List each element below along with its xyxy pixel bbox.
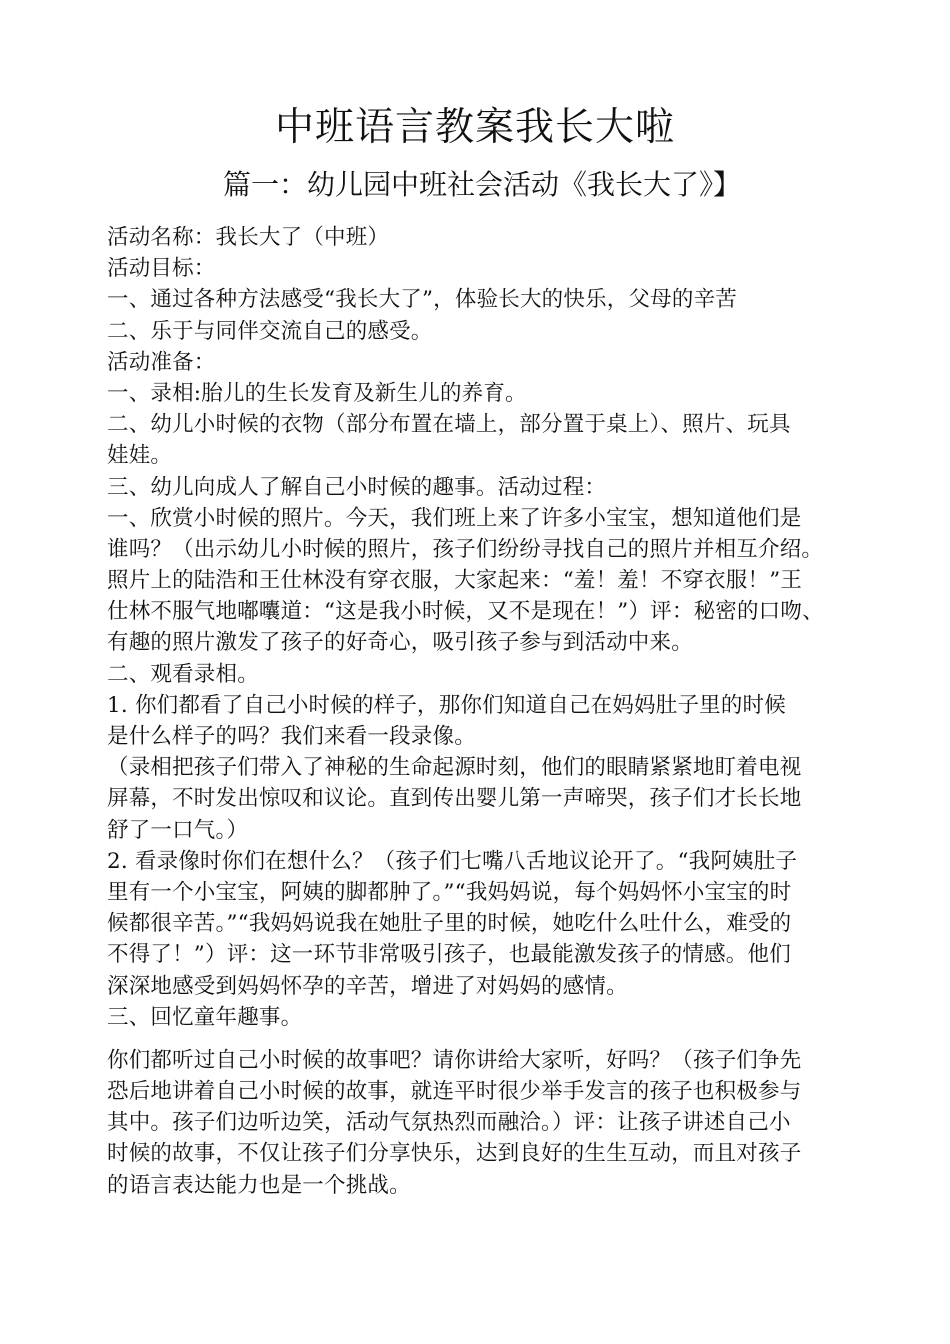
text-line: 你们都听过自己小时候的故事吧？请你讲给大家听，好吗？（孩子们争先 (107, 1047, 802, 1073)
text-line: 三、幼儿向成人了解自己小时候的趣事。活动过程： (107, 474, 607, 500)
text-line: 其中。孩子们边听边笑，活动气氛热烈而融洽。）评：让孩子讲述自己小 (107, 1110, 791, 1136)
text-line: 谁吗？（出示幼儿小时候的照片，孩子们纷纷寻找自己的照片并相互介绍。 (107, 536, 824, 562)
text-line: 深深地感受到妈妈怀孕的辛苦，增进了对妈妈的感情。 (107, 973, 628, 999)
paragraph-gap (107, 1033, 877, 1045)
document-title: 中班语言教案我长大啦 (274, 105, 675, 150)
text-line: 活动目标： (107, 256, 216, 282)
text-line: 照片上的陆浩和王仕林没有穿衣服，大家起来：“羞！羞！不穿衣服！”王 (107, 568, 803, 594)
text-line: 不得了！”）评：这一环节非常吸引孩子，也最能激发孩子的情感。他们 (107, 942, 791, 968)
text-line: 娃娃。 (107, 443, 173, 469)
text-line: 恐后地讲着自己小时候的故事，就连平时很少举手发言的孩子也积极参与 (107, 1079, 802, 1105)
text-line: 候都很辛苦。”“我妈妈说我在她肚子里的时候，她吃什么吐什么，难受的 (107, 911, 792, 937)
text-line: 舒了一口气。） (107, 817, 249, 843)
text-line: 二、观看录相。 (107, 661, 259, 687)
text-line: 仕林不服气地嘟囔道：“这是我小时候，又不是现在！”）评：秘密的口吻、 (107, 599, 824, 625)
document-subtitle: 篇一：幼儿园中班社会活动《我长大了》】 (222, 168, 741, 201)
text-line: 一、通过各种方法感受“我长大了”，体验长大的快乐，父母的辛苦 (107, 287, 737, 313)
text-line: 二、乐于与同伴交流自己的感受。 (107, 318, 433, 344)
text-line: （录相把孩子们带入了神秘的生命起源时刻，他们的眼睛紧紧地盯着电视 (107, 755, 802, 781)
text-line: 屏幕，不时发出惊叹和议论。直到传出婴儿第一声啼哭，孩子们才长长地 (107, 786, 802, 812)
text-line: 一、录相:胎儿的生长发育及新生儿的养育。 (107, 380, 527, 406)
text-line: 活动准备： (107, 349, 216, 375)
text-line: 二、幼儿小时候的衣物（部分布置在墙上，部分置于桌上）、照片、玩具 (107, 412, 791, 438)
text-line: 活动名称：我长大了（中班） (107, 225, 390, 250)
text-line: 2. 看录像时你们在想什么？（孩子们七嘴八舌地议论开了。“我阿姨肚子 (107, 848, 798, 874)
document-body (107, 222, 877, 1201)
text-line: 是什么样子的吗？我们来看一段录像。 (107, 724, 476, 749)
text-line: 一、欣赏小时候的照片。今天，我们班上来了许多小宝宝，想知道他们是 (107, 505, 802, 531)
text-line: 的语言表达能力也是一个挑战。 (107, 1172, 411, 1198)
text-line: 时候的故事，不仅让孩子们分享快乐，达到良好的生生互动，而且对孩子 (107, 1141, 802, 1167)
text-line: 里有一个小宝宝，阿姨的脚都肿了。”“我妈妈说，每个妈妈怀小宝宝的时 (107, 879, 792, 905)
text-line: 1. 你们都看了自己小时候的样子，那你们知道自己在妈妈肚子里的时候 (107, 692, 786, 718)
text-line: 三、回忆童年趣事。 (107, 1004, 303, 1030)
text-line: 有趣的照片激发了孩子的好奇心，吸引孩子参与到活动中来。 (107, 630, 693, 656)
